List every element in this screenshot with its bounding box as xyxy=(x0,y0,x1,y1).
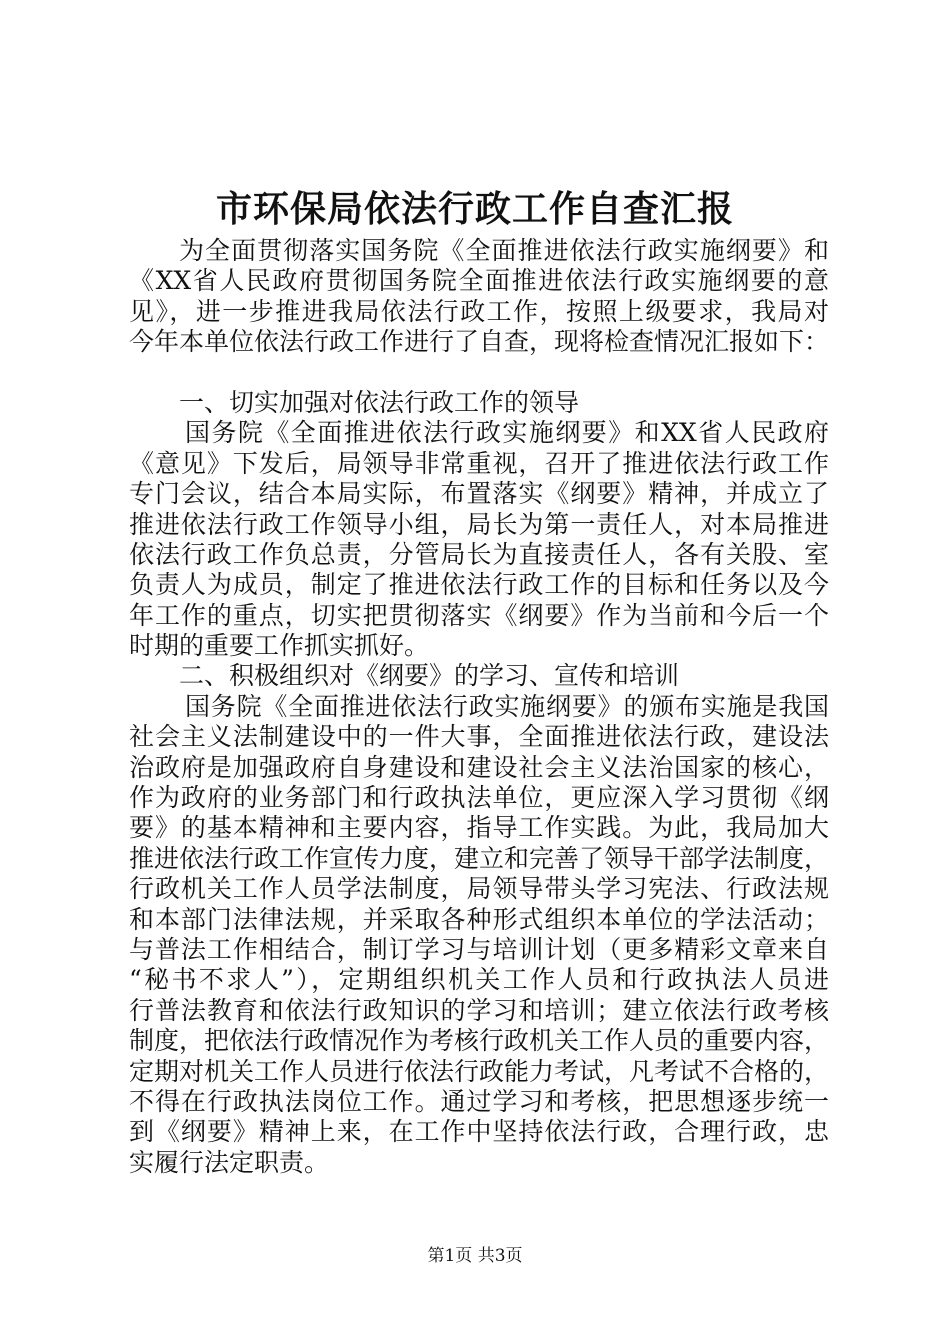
section1-line: 年工作的重点，切实把贯彻落实《纲要》作为当前和今后一个 xyxy=(129,600,829,630)
section1-line: 国务院《全面推进依法行政实施纲要》和XX省人民政府 xyxy=(185,418,829,448)
document-body xyxy=(129,236,829,1178)
section2-heading: 二、积极组织对《纲要》的学习、宣传和培训 xyxy=(179,661,680,691)
section2-line: 行政机关工作人员学法制度，局领导带头学习宪法、行政法规 xyxy=(129,874,829,904)
section1-line: 依法行政工作负总责，分管局长为直接责任人，各有关股、室 xyxy=(129,539,829,569)
section1-line: 《意见》下发后，局领导非常重视，召开了推进依法行政工作 xyxy=(129,448,829,478)
section1-line: 负责人为成员，制定了推进依法行政工作的目标和任务以及今 xyxy=(129,570,829,600)
section1-heading: 一、切实加强对依法行政工作的领导 xyxy=(179,387,580,417)
section2-line: 国务院《全面推进依法行政实施纲要》的颁布实施是我国 xyxy=(185,691,829,721)
section2-line: 与普法工作相结合，制订学习与培训计划（更多精彩文章来自 xyxy=(129,934,829,964)
intro-line: 为全面贯彻落实国务院《全面推进依法行政实施纲要》和 xyxy=(179,236,829,265)
section2-line: 要》的基本精神和主要内容，指导工作实践。为此，我局加大 xyxy=(129,813,829,843)
section1-line: 时期的重要工作抓实抓好。 xyxy=(129,631,430,661)
section1-line: 专门会议，结合本局实际，布置落实《纲要》精神，并成立了 xyxy=(129,479,829,509)
document-title: 市环保局依法行政工作自查汇报 xyxy=(215,188,734,230)
section2-line: 不得在行政执法岗位工作。通过学习和考核，把思想逐步统一 xyxy=(129,1086,829,1116)
section2-line: “秘书不求人”），定期组织机关工作人员和行政执法人员进 xyxy=(129,965,829,995)
paragraph-gap xyxy=(129,358,829,388)
section2-line: 实履行法定职责。 xyxy=(129,1147,330,1177)
section2-line: 制度，把依法行政情况作为考核行政机关工作人员的重要内容， xyxy=(129,1026,830,1056)
page-footer xyxy=(0,1245,950,1267)
section2-line: 行普法教育和依法行政知识的学习和培训；建立依法行政考核 xyxy=(129,995,829,1025)
section1-line: 推进依法行政工作领导小组，局长为第一责任人，对本局推进 xyxy=(129,509,829,539)
section2-line: 社会主义法制建设中的一件大事，全面推进依法行政，建设法 xyxy=(129,722,829,752)
section2-line: 和本部门法律法规，并采取各种形式组织本单位的学法活动； xyxy=(129,904,829,934)
intro-line: 今年本单位依法行政工作进行了自查，现将检查情况汇报如下： xyxy=(129,327,830,357)
intro-line: 《XX省人民政府贯彻国务院全面推进依法行政实施纲要的意 xyxy=(129,266,829,296)
page-number: 第1页 xyxy=(427,1246,473,1266)
section2-line: 定期对机关工作人员进行依法行政能力考试，凡考试不合格的， xyxy=(129,1056,830,1086)
page-total: 共3页 xyxy=(477,1246,523,1266)
section2-line: 到《纲要》精神上来，在工作中坚持依法行政，合理行政，忠 xyxy=(129,1117,829,1147)
section2-line: 作为政府的业务部门和行政执法单位，更应深入学习贯彻《纲 xyxy=(129,783,829,813)
section2-line: 治政府是加强政府自身建设和建设社会主义法治国家的核心， xyxy=(129,752,829,782)
intro-line: 见》，进一步推进我局依法行政工作，按照上级要求，我局对 xyxy=(129,296,829,326)
section2-line: 推进依法行政工作宣传力度，建立和完善了领导干部学法制度， xyxy=(129,843,830,873)
